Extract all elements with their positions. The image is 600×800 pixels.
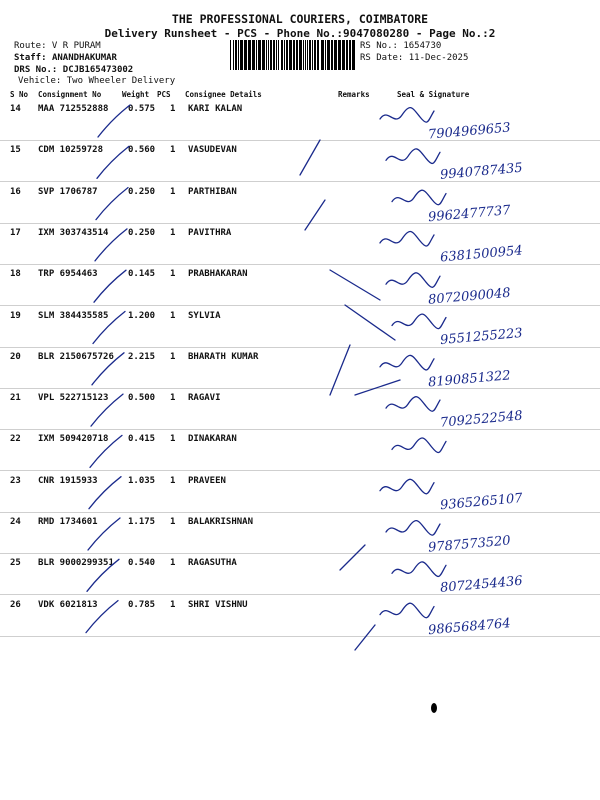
consignee-name: KARI KALAN	[188, 104, 243, 114]
pieces-count: 1	[170, 393, 176, 404]
staff-value: ANANDHAKUMAR	[51, 53, 117, 63]
consignee-name: SYLVIA	[188, 310, 221, 321]
table-row	[0, 347, 600, 389]
consignee-name: PAVITHRA	[188, 227, 232, 238]
table-row	[0, 140, 600, 182]
table-row	[0, 264, 600, 306]
pieces-count: 1	[170, 351, 176, 362]
handwritten-phone-number: 9962477737	[427, 203, 512, 226]
table-row	[0, 388, 600, 430]
consignment-number: IXM 509420718	[38, 434, 109, 445]
consignee-name: PRAVEEN	[188, 475, 226, 486]
row-serial-number: 16	[10, 186, 21, 197]
consignee-name: VASUDEVAN	[188, 145, 237, 156]
col-header-consignee: Consignee Details	[185, 90, 262, 99]
consignee-name: RAGASUTHA	[188, 558, 237, 569]
handwritten-phone-number: 9940787435	[439, 160, 524, 183]
consignee-name: BHARATH KUMAR	[188, 351, 259, 362]
weight-value: 1.200	[128, 310, 156, 321]
handwritten-phone-number: 9365265107	[439, 491, 524, 514]
consignment-number: MAA 712552888	[38, 104, 109, 114]
table-row	[0, 182, 600, 224]
barcode	[230, 40, 356, 70]
handwritten-phone-number: 7092522548	[439, 408, 524, 431]
consignment-number: VDK 6021813	[38, 599, 98, 610]
rs-number: RS No.: 1654730	[360, 41, 442, 51]
row-serial-number: 26	[10, 599, 21, 610]
weight-value: 0.415	[128, 434, 156, 445]
handwritten-phone-number: 6381500954	[439, 243, 524, 266]
row-serial-number: 17	[10, 227, 21, 238]
consignment-number: IXM 303743514	[38, 227, 109, 238]
pieces-count: 1	[170, 310, 176, 321]
pieces-count: 1	[170, 186, 176, 197]
row-serial-number: 20	[10, 351, 21, 362]
consignee-name: SHRI VISHNU	[188, 599, 248, 610]
pieces-count: 1	[170, 227, 176, 238]
drs-value: DCJB165473002	[62, 65, 134, 75]
table-row	[0, 512, 600, 554]
weight-value: 0.785	[128, 599, 156, 610]
pieces-count: 1	[170, 269, 176, 280]
weight-value: 1.175	[128, 517, 156, 527]
staff-label: Staff:	[14, 53, 47, 63]
weight-value: 0.560	[128, 145, 156, 156]
handwritten-phone-number: 7904969653	[427, 120, 512, 143]
staff-info	[14, 53, 117, 63]
consignment-number: CDM 10259728	[38, 145, 104, 156]
row-serial-number: 19	[10, 310, 21, 321]
weight-value: 0.145	[128, 269, 156, 280]
weight-value: 2.215	[128, 351, 156, 362]
col-header-pcs: PCS	[157, 90, 171, 99]
pieces-count: 1	[170, 599, 176, 610]
table-row	[0, 306, 600, 348]
runsheet-subtitle: Delivery Runsheet - PCS - Phone No.:9047080280 - Page No.:2	[104, 27, 496, 40]
consignment-number: TRP 6954463	[38, 269, 98, 280]
pieces-count: 1	[170, 558, 176, 569]
table-row	[0, 223, 600, 265]
pieces-count: 1	[170, 104, 176, 114]
rs-date: RS Date: 11-Dec-2025	[360, 53, 469, 63]
consignment-number: SLM 384435585	[38, 310, 109, 321]
col-header-seal: Seal & Signature	[397, 90, 470, 99]
consignment-number: SVP 1706787	[38, 186, 98, 197]
weight-value: 0.500	[128, 393, 156, 404]
weight-value: 0.540	[128, 558, 156, 569]
handwritten-phone-number: 9787573520	[427, 533, 512, 556]
pieces-count: 1	[170, 434, 176, 445]
consignment-number: CNR 1915933	[38, 475, 98, 486]
consignee-name: PARTHIBAN	[188, 186, 237, 197]
weight-value: 0.250	[128, 186, 156, 197]
table-row	[0, 99, 600, 141]
table-row	[0, 471, 600, 513]
ink-blot	[431, 703, 437, 713]
pieces-count: 1	[170, 475, 176, 486]
consignment-number: BLR 2150675726	[38, 351, 114, 362]
row-serial-number: 18	[10, 269, 21, 280]
runsheet-title: THE PROFESSIONAL COURIERS, COIMBATORE	[171, 12, 429, 26]
row-serial-number: 22	[10, 434, 21, 445]
row-serial-number: 21	[10, 393, 21, 404]
consignee-name: PRABHAKARAN	[188, 269, 248, 280]
row-serial-number: 15	[10, 145, 21, 156]
table-row	[0, 553, 600, 595]
row-serial-number: 14	[10, 104, 21, 114]
col-header-consignment: Consignment No	[38, 90, 102, 99]
row-serial-number: 24	[10, 517, 21, 527]
consignment-number: BLR 9000299351	[38, 558, 114, 569]
drs-info	[14, 65, 133, 75]
weight-value: 0.575	[128, 104, 156, 114]
col-header-weight: Weight	[122, 90, 150, 99]
consignee-name: DINAKARAN	[188, 434, 237, 445]
row-serial-number: 25	[10, 558, 21, 569]
row-serial-number: 23	[10, 475, 21, 486]
weight-value: 0.250	[128, 227, 156, 238]
col-header-sno: S No	[10, 90, 29, 99]
handwritten-phone-number: 9865684764	[427, 616, 512, 639]
consignee-name: RAGAVI	[188, 393, 221, 404]
consignee-name: BALAKRISHNAN	[188, 517, 254, 527]
consignment-number: VPL 522715123	[38, 393, 109, 404]
weight-value: 1.035	[128, 475, 156, 486]
handwritten-phone-number: 9551255223	[439, 325, 524, 349]
col-header-remarks: Remarks	[338, 90, 370, 99]
handwritten-phone-number: 8190851322	[427, 368, 512, 391]
handwritten-phone-number: 8072090048	[427, 285, 512, 308]
handwritten-phone-number: 8072454436	[439, 573, 524, 596]
table-row	[0, 429, 600, 471]
consignment-number: RMD 1734601	[38, 517, 98, 527]
pieces-count: 1	[170, 517, 176, 527]
table-row	[0, 595, 600, 637]
pieces-count: 1	[170, 145, 176, 156]
drs-label: DRS No.:	[14, 65, 58, 75]
route-label: Route: V R PURAM	[14, 41, 101, 51]
vehicle-label: Vehicle: Two Wheeler Delivery	[18, 76, 176, 86]
